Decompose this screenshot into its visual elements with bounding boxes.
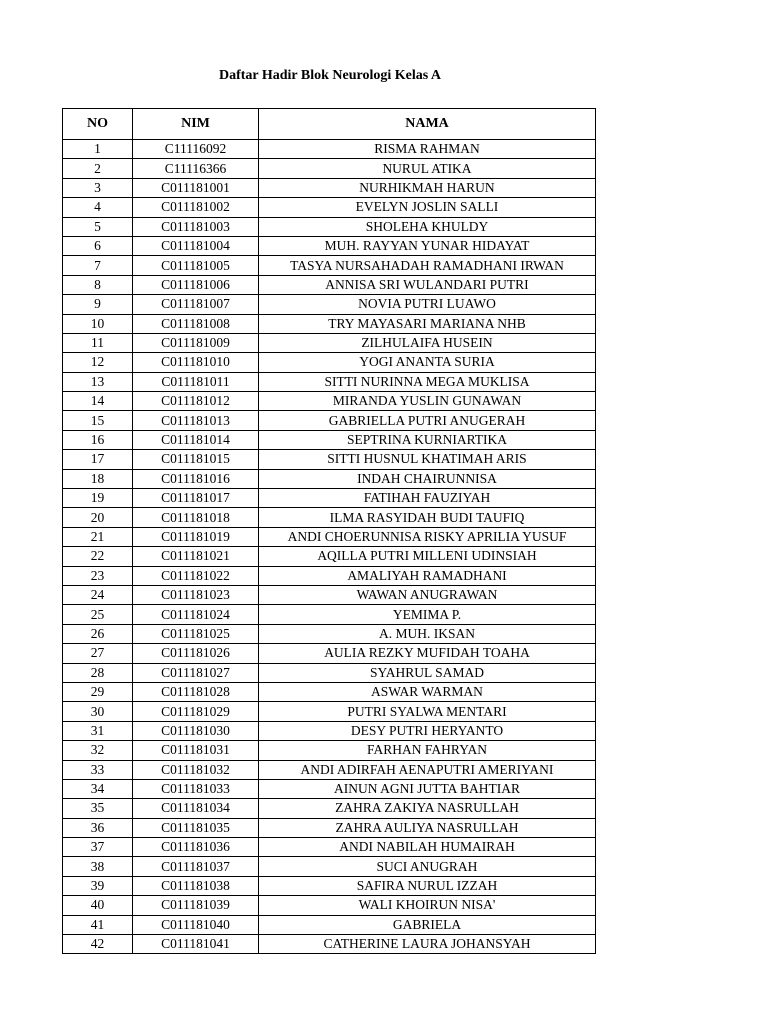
cell-nama: ILMA RASYIDAH BUDI TAUFIQ [259, 508, 596, 527]
cell-nim: C011181038 [133, 876, 259, 895]
cell-no: 18 [63, 469, 133, 488]
table-row [63, 256, 596, 275]
cell-nim: C011181032 [133, 760, 259, 779]
table-row [63, 178, 596, 197]
table-row [63, 585, 596, 604]
cell-no: 31 [63, 721, 133, 740]
cell-nim: C011181033 [133, 779, 259, 798]
cell-nama: EVELYN JOSLIN SALLI [259, 198, 596, 217]
cell-nim: C011181019 [133, 527, 259, 546]
cell-nim: C011181026 [133, 644, 259, 663]
cell-nim: C011181008 [133, 314, 259, 333]
cell-nama: YEMIMA P. [259, 605, 596, 624]
table-body [63, 140, 596, 954]
cell-nama: AMALIYAH RAMADHANI [259, 566, 596, 585]
cell-nama: GABRIELA [259, 915, 596, 934]
cell-no: 14 [63, 392, 133, 411]
cell-no: 30 [63, 702, 133, 721]
cell-nama: ANNISA SRI WULANDARI PUTRI [259, 275, 596, 294]
table-row [63, 140, 596, 159]
table-row [63, 702, 596, 721]
cell-nama: AULIA REZKY MUFIDAH TOAHA [259, 644, 596, 663]
table-row [63, 353, 596, 372]
table-row [63, 624, 596, 643]
cell-nim: C011181009 [133, 333, 259, 352]
table-row [63, 508, 596, 527]
cell-nama: WALI KHOIRUN NISA' [259, 896, 596, 915]
table-row [63, 682, 596, 701]
cell-no: 28 [63, 663, 133, 682]
table-row [63, 489, 596, 508]
cell-nim: C011181035 [133, 818, 259, 837]
cell-no: 33 [63, 760, 133, 779]
cell-nim: C11116366 [133, 159, 259, 178]
table-row [63, 605, 596, 624]
cell-nama: FATIHAH FAUZIYAH [259, 489, 596, 508]
table-row [63, 779, 596, 798]
cell-no: 34 [63, 779, 133, 798]
table-row [63, 314, 596, 333]
table-row [63, 547, 596, 566]
cell-no: 13 [63, 372, 133, 391]
cell-nama: SEPTRINA KURNIARTIKA [259, 430, 596, 449]
cell-no: 22 [63, 547, 133, 566]
cell-nama: PUTRI SYALWA MENTARI [259, 702, 596, 721]
cell-nama: ASWAR WARMAN [259, 682, 596, 701]
cell-nama: TRY MAYASARI MARIANA NHB [259, 314, 596, 333]
header-nim: NIM [133, 109, 259, 140]
cell-no: 38 [63, 857, 133, 876]
table-row [63, 566, 596, 585]
table-row [63, 799, 596, 818]
cell-nim: C011181027 [133, 663, 259, 682]
cell-nama: YOGI ANANTA SURIA [259, 353, 596, 372]
cell-no: 3 [63, 178, 133, 197]
cell-nim: C011181021 [133, 547, 259, 566]
cell-nama: SHOLEHA KHULDY [259, 217, 596, 236]
table-row [63, 333, 596, 352]
cell-nim: C011181024 [133, 605, 259, 624]
cell-nama: DESY PUTRI HERYANTO [259, 721, 596, 740]
cell-no: 10 [63, 314, 133, 333]
cell-no: 6 [63, 236, 133, 255]
cell-no: 4 [63, 198, 133, 217]
cell-no: 8 [63, 275, 133, 294]
cell-no: 32 [63, 741, 133, 760]
header-nama: NAMA [259, 109, 596, 140]
cell-nim: C011181037 [133, 857, 259, 876]
table-row [63, 857, 596, 876]
cell-nama: ANDI NABILAH HUMAIRAH [259, 838, 596, 857]
cell-no: 40 [63, 896, 133, 915]
cell-nama: INDAH CHAIRUNNISA [259, 469, 596, 488]
cell-no: 26 [63, 624, 133, 643]
cell-nama: A. MUH. IKSAN [259, 624, 596, 643]
table-row [63, 295, 596, 314]
cell-nama: GABRIELLA PUTRI ANUGERAH [259, 411, 596, 430]
cell-nim: C011181030 [133, 721, 259, 740]
attendance-table [62, 108, 596, 954]
cell-no: 11 [63, 333, 133, 352]
cell-nama: RISMA RAHMAN [259, 140, 596, 159]
cell-no: 41 [63, 915, 133, 934]
cell-nim: C011181007 [133, 295, 259, 314]
cell-nim: C011181036 [133, 838, 259, 857]
table-row [63, 760, 596, 779]
cell-nim: C011181010 [133, 353, 259, 372]
table-header-row [63, 109, 596, 140]
table-row [63, 838, 596, 857]
cell-nama: ZAHRA ZAKIYA NASRULLAH [259, 799, 596, 818]
cell-nama: NURUL ATIKA [259, 159, 596, 178]
cell-no: 5 [63, 217, 133, 236]
cell-nim: C011181040 [133, 915, 259, 934]
cell-nama: SITTI HUSNUL KHATIMAH ARIS [259, 450, 596, 469]
cell-nim: C011181012 [133, 392, 259, 411]
cell-nama: SYAHRUL SAMAD [259, 663, 596, 682]
cell-nim: C011181023 [133, 585, 259, 604]
table-row [63, 430, 596, 449]
cell-nim: C011181016 [133, 469, 259, 488]
table-row [63, 741, 596, 760]
cell-nama: AINUN AGNI JUTTA BAHTIAR [259, 779, 596, 798]
table-row [63, 469, 596, 488]
table-row [63, 876, 596, 895]
cell-no: 42 [63, 935, 133, 954]
cell-nama: WAWAN ANUGRAWAN [259, 585, 596, 604]
cell-nim: C011181029 [133, 702, 259, 721]
cell-nim: C11116092 [133, 140, 259, 159]
cell-nim: C011181039 [133, 896, 259, 915]
cell-no: 29 [63, 682, 133, 701]
table-row [63, 411, 596, 430]
cell-no: 2 [63, 159, 133, 178]
header-no: NO [63, 109, 133, 140]
cell-nama: NURHIKMAH HARUN [259, 178, 596, 197]
cell-nama: SITTI NURINNA MEGA MUKLISA [259, 372, 596, 391]
table-row [63, 372, 596, 391]
table-row [63, 236, 596, 255]
cell-nim: C011181005 [133, 256, 259, 275]
cell-nim: C011181018 [133, 508, 259, 527]
cell-nama: TASYA NURSAHADAH RAMADHANI IRWAN [259, 256, 596, 275]
table-row [63, 450, 596, 469]
cell-nim: C011181015 [133, 450, 259, 469]
cell-no: 16 [63, 430, 133, 449]
cell-no: 1 [63, 140, 133, 159]
cell-nim: C011181028 [133, 682, 259, 701]
cell-nama: MIRANDA YUSLIN GUNAWAN [259, 392, 596, 411]
cell-nim: C011181004 [133, 236, 259, 255]
table-row [63, 392, 596, 411]
table-row [63, 915, 596, 934]
table-row [63, 896, 596, 915]
cell-nama: ANDI CHOERUNNISA RISKY APRILIA YUSUF [259, 527, 596, 546]
cell-no: 25 [63, 605, 133, 624]
cell-nama: MUH. RAYYAN YUNAR HIDAYAT [259, 236, 596, 255]
cell-nim: C011181025 [133, 624, 259, 643]
cell-nim: C011181017 [133, 489, 259, 508]
cell-no: 17 [63, 450, 133, 469]
cell-no: 35 [63, 799, 133, 818]
cell-nama: CATHERINE LAURA JOHANSYAH [259, 935, 596, 954]
cell-nama: ZILHULAIFA HUSEIN [259, 333, 596, 352]
cell-no: 7 [63, 256, 133, 275]
cell-no: 21 [63, 527, 133, 546]
cell-nim: C011181003 [133, 217, 259, 236]
table-row [63, 644, 596, 663]
cell-nim: C011181013 [133, 411, 259, 430]
cell-no: 24 [63, 585, 133, 604]
cell-nim: C011181041 [133, 935, 259, 954]
table-row [63, 275, 596, 294]
cell-nama: ZAHRA AULIYA NASRULLAH [259, 818, 596, 837]
table-row [63, 935, 596, 954]
table-row [63, 198, 596, 217]
document-title: Daftar Hadir Blok Neurologi Kelas A [218, 68, 442, 83]
cell-no: 36 [63, 818, 133, 837]
cell-nim: C011181001 [133, 178, 259, 197]
cell-nim: C011181022 [133, 566, 259, 585]
cell-no: 37 [63, 838, 133, 857]
cell-no: 27 [63, 644, 133, 663]
cell-no: 39 [63, 876, 133, 895]
table-row [63, 159, 596, 178]
cell-nama: FARHAN FAHRYAN [259, 741, 596, 760]
cell-no: 9 [63, 295, 133, 314]
cell-no: 15 [63, 411, 133, 430]
cell-nim: C011181006 [133, 275, 259, 294]
cell-no: 23 [63, 566, 133, 585]
cell-nim: C011181011 [133, 372, 259, 391]
cell-nama: ANDI ADIRFAH AENAPUTRI AMERIYANI [259, 760, 596, 779]
table-row [63, 663, 596, 682]
table-row [63, 721, 596, 740]
cell-nama: SUCI ANUGRAH [259, 857, 596, 876]
table-row [63, 527, 596, 546]
cell-no: 12 [63, 353, 133, 372]
cell-nama: SAFIRA NURUL IZZAH [259, 876, 596, 895]
cell-nim: C011181002 [133, 198, 259, 217]
cell-nim: C011181014 [133, 430, 259, 449]
table-row [63, 217, 596, 236]
cell-no: 20 [63, 508, 133, 527]
cell-nim: C011181031 [133, 741, 259, 760]
cell-nama: NOVIA PUTRI LUAWO [259, 295, 596, 314]
cell-no: 19 [63, 489, 133, 508]
table-row [63, 818, 596, 837]
cell-nama: AQILLA PUTRI MILLENI UDINSIAH [259, 547, 596, 566]
cell-nim: C011181034 [133, 799, 259, 818]
